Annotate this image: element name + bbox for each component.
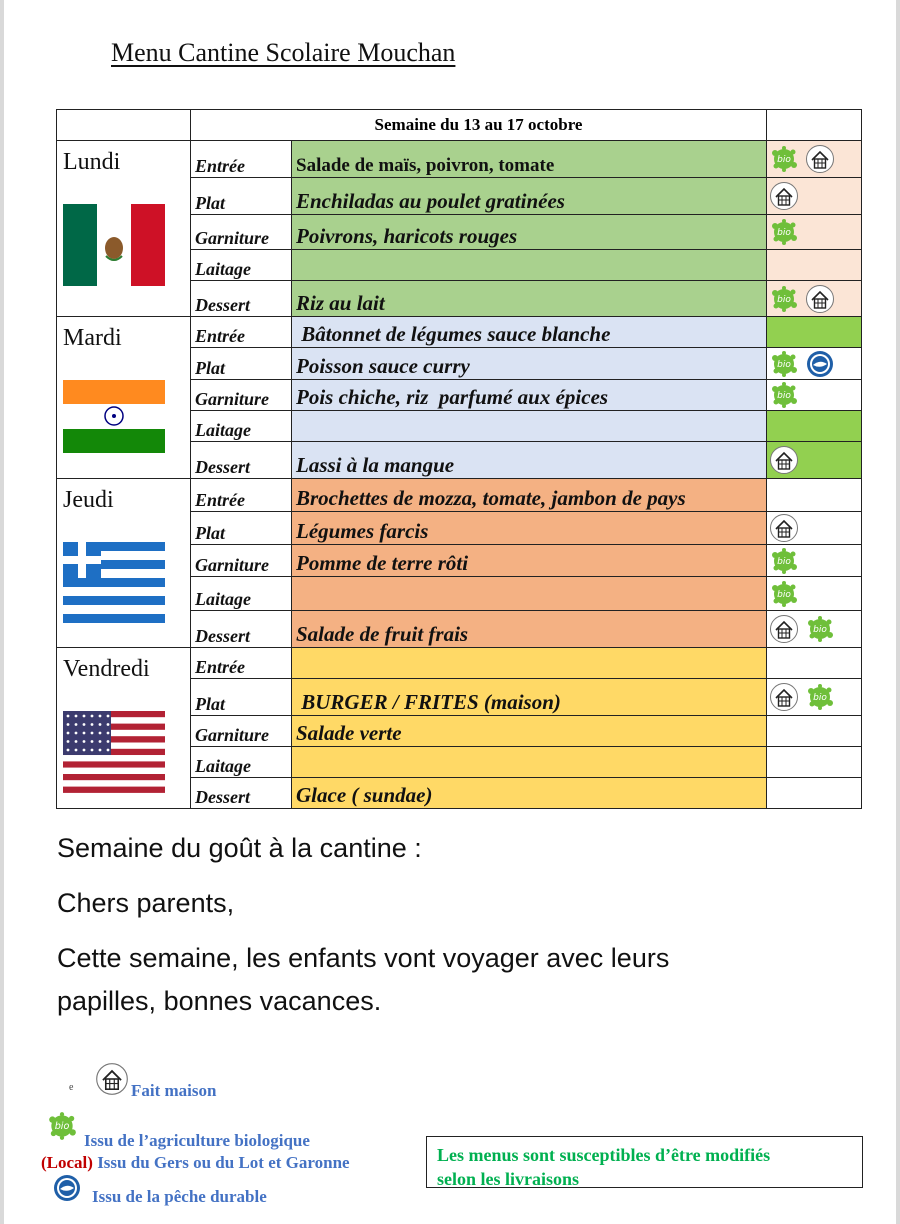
label-icons-cell xyxy=(767,317,862,348)
menu-row xyxy=(57,317,862,348)
dish-name xyxy=(292,577,767,611)
fait-maison-icon xyxy=(769,682,799,712)
label-icons-cell xyxy=(767,348,862,380)
label-icons-cell xyxy=(767,577,862,611)
day-cell xyxy=(57,317,191,479)
dish-name: Salade de fruit frais xyxy=(292,611,767,648)
dish-name xyxy=(292,747,767,778)
menu-row xyxy=(57,141,862,178)
label-icons-cell xyxy=(767,281,862,317)
page-frame-right xyxy=(896,0,900,1224)
header-empty-cell xyxy=(767,110,862,141)
bio-icon-text: bio xyxy=(777,589,791,600)
dish-name xyxy=(292,411,767,442)
course-category: Garniture xyxy=(191,380,292,411)
notice-line2: selon les livraisons xyxy=(437,1169,580,1189)
course-category: Dessert xyxy=(191,611,292,648)
header-empty-cell xyxy=(57,110,191,141)
course-category: Plat xyxy=(191,679,292,716)
dish-name: Lassi à la mangue xyxy=(292,442,767,479)
dish-name: Brochettes de mozza, tomate, jambon de pays xyxy=(292,479,767,512)
label-icons-cell xyxy=(767,512,862,545)
course-category: Dessert xyxy=(191,778,292,809)
course-category: Laitage xyxy=(191,577,292,611)
dish-name: Salade de maïs, poivron, tomate xyxy=(292,141,767,178)
dish-name: Bâtonnet de légumes sauce blanche xyxy=(292,317,767,348)
menu-table xyxy=(56,109,862,809)
day-name: Lundi xyxy=(63,149,121,175)
label-icons-cell xyxy=(767,611,862,648)
bio-icon-text: bio xyxy=(777,359,791,370)
course-category: Garniture xyxy=(191,545,292,577)
label-icons-cell xyxy=(767,380,862,411)
dish-name: BURGER / FRITES (maison) xyxy=(292,679,767,716)
mexico-flag xyxy=(63,204,165,286)
notice-line1: Les menus sont susceptibles d’être modifiés xyxy=(437,1145,771,1165)
menu-row xyxy=(57,479,862,512)
bio-icon-text: bio xyxy=(813,625,827,635)
bio-icon xyxy=(769,380,799,410)
header-row xyxy=(57,110,862,141)
label-icons-cell xyxy=(767,215,862,250)
dish-name: Poivrons, haricots rouges xyxy=(292,215,767,250)
fait-maison-icon xyxy=(805,284,835,314)
fait-maison-icon xyxy=(805,144,835,174)
bio-icon-text: bio xyxy=(813,693,827,703)
india-flag xyxy=(63,380,165,462)
course-category: Entrée xyxy=(191,317,292,348)
course-category: Dessert xyxy=(191,442,292,479)
dish-name: Salade verte xyxy=(292,716,767,747)
legend-bio: Issu de l’agriculture biologique xyxy=(84,1131,310,1150)
week-header: Semaine du 13 au 17 octobre xyxy=(191,110,767,141)
bio-icon xyxy=(769,284,799,314)
page-frame-left xyxy=(0,0,4,1224)
course-category: Plat xyxy=(191,178,292,215)
dish-name: Pomme de terre rôti xyxy=(292,545,767,577)
page-title: Menu Cantine Scolaire Mouchan xyxy=(111,38,456,67)
local-tag: (Local) xyxy=(41,1153,93,1172)
dish-name: Légumes farcis xyxy=(292,512,767,545)
fait-maison-icon xyxy=(769,445,799,475)
bio-legend-icon-text: bio xyxy=(54,1121,70,1133)
dish-name xyxy=(292,648,767,679)
course-category: Garniture xyxy=(191,215,292,250)
fait-maison-legend-icon xyxy=(95,1062,129,1096)
label-icons-cell xyxy=(767,479,862,512)
course-category: Dessert xyxy=(191,281,292,317)
course-category: Entrée xyxy=(191,479,292,512)
dish-name: Riz au lait xyxy=(292,281,767,317)
bio-icon-text: bio xyxy=(777,556,791,567)
label-icons-cell xyxy=(767,648,862,679)
label-icons-cell xyxy=(767,545,862,577)
menu-row xyxy=(57,648,862,679)
bio-legend-icon xyxy=(46,1110,78,1142)
usa-flag xyxy=(63,711,165,793)
note-body-line2: papilles, bonnes vacances. xyxy=(57,986,382,1016)
bio-icon xyxy=(769,349,799,379)
bio-icon xyxy=(805,682,835,712)
note-greeting: Chers parents, xyxy=(57,888,235,918)
dish-name: Enchiladas au poulet gratinées xyxy=(292,178,767,215)
bio-icon-text: bio xyxy=(777,155,791,165)
peche-durable-icon xyxy=(805,349,835,379)
course-category: Entrée xyxy=(191,141,292,178)
label-icons-cell xyxy=(767,778,862,809)
course-category: Laitage xyxy=(191,747,292,778)
label-icons-cell xyxy=(767,141,862,178)
day-cell xyxy=(57,141,191,317)
bio-icon xyxy=(805,614,835,644)
note-title: Semaine du goût à la cantine : xyxy=(57,833,422,863)
dish-name: Pois chiche, riz parfumé aux épices xyxy=(292,380,767,411)
dish-name: Poisson sauce curry xyxy=(292,348,767,380)
course-category: Laitage xyxy=(191,250,292,281)
day-name: Mardi xyxy=(63,325,122,351)
bio-icon xyxy=(769,217,799,247)
course-category: Entrée xyxy=(191,648,292,679)
bio-icon xyxy=(769,546,799,576)
dish-name xyxy=(292,250,767,281)
bio-icon-text: bio xyxy=(777,294,791,305)
label-icons-cell xyxy=(767,679,862,716)
bio-icon-text: bio xyxy=(777,391,791,401)
greece-flag xyxy=(63,542,165,624)
bio-icon xyxy=(769,579,799,609)
dish-name: Glace ( sundae) xyxy=(292,778,767,809)
course-category: Plat xyxy=(191,348,292,380)
day-name: Vendredi xyxy=(63,656,150,682)
course-category: Laitage xyxy=(191,411,292,442)
local-text: Issu du Gers ou du Lot et Garonne xyxy=(92,1153,350,1172)
fait-maison-icon xyxy=(769,513,799,543)
label-icons-cell xyxy=(767,747,862,778)
day-cell xyxy=(57,479,191,648)
legend-stray-letter: e xyxy=(69,1082,74,1093)
label-icons-cell xyxy=(767,250,862,281)
label-icons-cell xyxy=(767,411,862,442)
bio-icon xyxy=(769,144,799,174)
legend-fait-maison: Fait maison xyxy=(131,1081,217,1100)
fait-maison-icon xyxy=(769,614,799,644)
fait-maison-icon xyxy=(769,181,799,211)
bio-icon-text: bio xyxy=(777,228,791,238)
note-body-line1: Cette semaine, les enfants vont voyager avec leurs xyxy=(57,943,670,973)
label-icons-cell xyxy=(767,716,862,747)
day-name: Jeudi xyxy=(63,487,114,513)
label-icons-cell xyxy=(767,442,862,479)
day-cell xyxy=(57,648,191,809)
legend-peche: Issu de la pêche durable xyxy=(92,1187,267,1206)
peche-durable-legend-icon xyxy=(52,1173,82,1203)
course-category: Garniture xyxy=(191,716,292,747)
legend-local xyxy=(41,1153,350,1173)
label-icons-cell xyxy=(767,178,862,215)
menu-change-notice xyxy=(426,1136,863,1188)
course-category: Plat xyxy=(191,512,292,545)
